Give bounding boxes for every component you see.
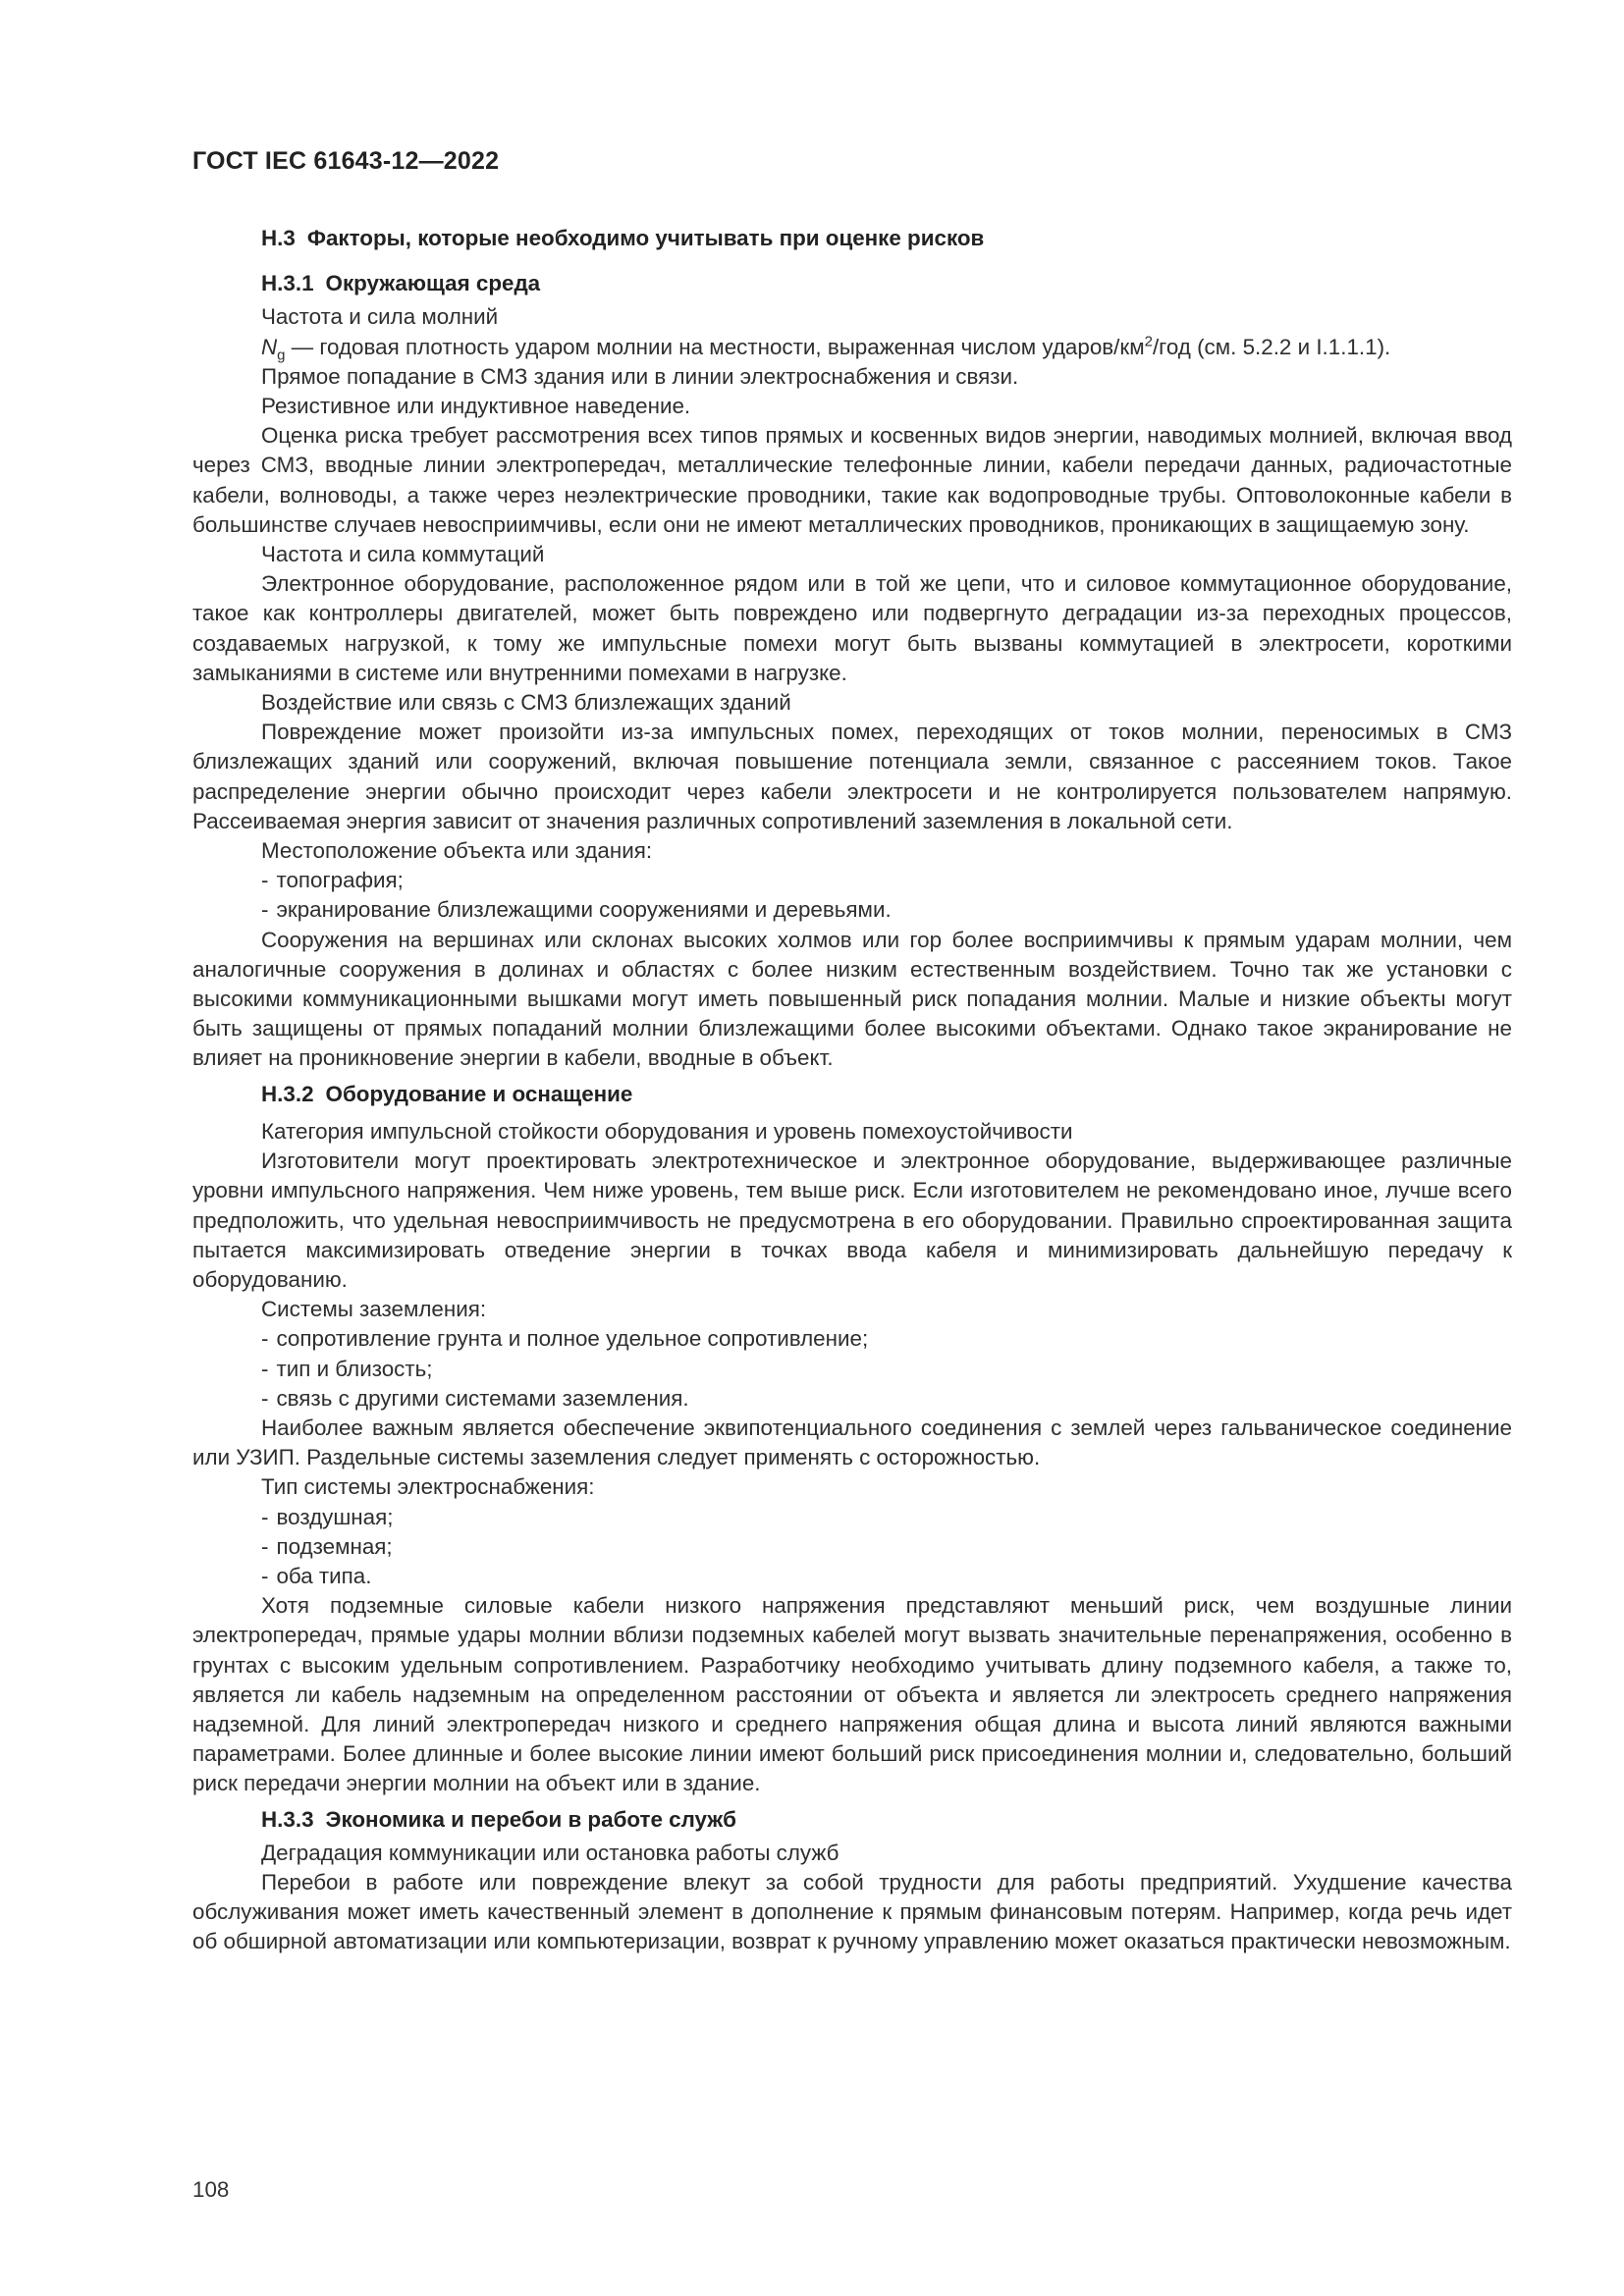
dash-bullet: - [261, 1326, 269, 1352]
dash-bullet: - [261, 1356, 269, 1381]
section-heading [192, 224, 1512, 253]
subsection-number: H.3.1 [261, 271, 314, 296]
subsection-heading-equipment [192, 1080, 1512, 1109]
label-service-degradation: Деградация коммуникации или остановка работы служб [261, 1840, 839, 1865]
paragraph-manufacturers: Изготовители могут проектировать электротехническое и электронное оборудование, выдерживающее различные уровни импульсного напряжения. Чем ниже уровень, тем выше риск. Если изготовителем не рекомендовано иное, лучше всего предположить, что удельная невосприимчивость не предусмотрена в его оборудовании. Правильно спроектированная защита пытается максимизировать отведение энергии в точках ввода кабеля и минимизировать дальнейшую передачу к оборудованию. [192, 1148, 1512, 1292]
line-resistive-coupling: Резистивное или индуктивное наведение. [261, 394, 691, 419]
line-direct-strike: Прямое попадание в СМЗ здания или в линии электроснабжения и связи. [261, 363, 1019, 389]
dash-bullet: - [261, 1533, 269, 1559]
subsection-title: Окружающая среда [325, 271, 541, 296]
subsection-title: Оборудование и оснащение [325, 1081, 633, 1106]
subsection-heading-environment [192, 269, 1512, 298]
label-switching-frequency: Частота и сила коммутаций [261, 542, 545, 567]
paragraph-underground-cables: Хотя подземные силовые кабели низкого напряжения представляют меньший риск, чем воздушные линии электропередач, прямые удары молнии вблизи подземных кабелей могут вызвать значительные перенапряжения, особенно в грунтах с высоким удельным сопротивлением. Разработчику необходимо учитывать длину подземного кабеля, а также то, является ли кабель надземным на определенном расстоянии от объекта и является ли электросеть среднего напряжения надземной. Для линий электропередач низкого и среднего напряжения общая длина и высота линий являются важными параметрами. Более длинные и более высокие линии имеют больший риск присоединения молнии и, следовательно, больший риск передачи энергии молнии на объект или в здание. [192, 1593, 1512, 1796]
ng-definition [192, 333, 1512, 362]
list-item [192, 895, 1512, 925]
document-body [192, 224, 1512, 1957]
list-item [192, 1324, 1512, 1354]
page-number: 108 [192, 2177, 230, 2202]
label-power-system-type: Тип системы электроснабжения: [261, 1474, 595, 1500]
subsection-number: H.3.2 [261, 1081, 314, 1106]
dash-bullet: - [261, 1385, 269, 1411]
list-item-text: оба типа. [276, 1563, 372, 1588]
section-number: H.3 [261, 226, 296, 250]
ng-superscript: 2 [1144, 333, 1153, 350]
subsection-title: Экономика и перебои в работе служб [325, 1806, 736, 1832]
label-lightning-frequency: Частота и сила молний [261, 304, 499, 330]
list-item-text: топография; [276, 868, 404, 893]
list-item-text: воздушная; [276, 1504, 394, 1529]
list-item-text: подземная; [276, 1533, 393, 1559]
paragraph-risk-assessment: Оценка риска требует рассмотрения всех типов прямых и косвенных видов энергии, наводимых молнией, включая ввод через СМЗ, вводные линии электропередач, металлические телефонные линии, кабели передачи данных, радиочастотные кабели, волноводы, а также через неэлектрические проводники, такие как водопроводные трубы. Оптоволоконные кабели в большинстве случаев невосприимчивы, если они не имеют металлических проводников, проникающих в защищаемую зону. [192, 423, 1512, 537]
dash-bullet: - [261, 868, 269, 893]
section-title: Факторы, которые необходимо учитывать при оценке рисков [306, 226, 985, 250]
list-item [192, 866, 1512, 895]
label-impulse-category: Категория импульсной стойкости оборудования и уровень помехоустойчивости [261, 1118, 1073, 1144]
paragraph-location: Сооружения на вершинах или склонах высоких холмов или гор более восприимчивы к прямым ударам молнии, чем аналогичные сооружения в долинах и областях с более низким естественным воздействием. Точно так же установки с высокими коммуникационными вышками могут иметь повышенный риск попадания молнии. Малые и низкие объекты могут быть защищены от прямых попаданий молнии близлежащими более высокими объектами. Однако такое экранирование не влияет на проникновение энергии в кабели, вводные в объект. [192, 927, 1512, 1071]
subsection-heading-economics [192, 1805, 1512, 1835]
dash-bullet: - [261, 1504, 269, 1529]
list-item [192, 1503, 1512, 1532]
paragraph-switching: Электронное оборудование, расположенное рядом или в той же цепи, что и силовое коммутационное оборудование, такое как контроллеры двигателей, может быть повреждено или подвергнуто деградации из-за переходных процессов, создаваемых нагрузкой, к тому же импульсные помехи могут быть вызваны коммутацией в электросети, короткими замыканиями в системе или внутренними помехами в нагрузке. [192, 571, 1512, 685]
list-item-text: связь с другими системами заземления. [276, 1385, 689, 1411]
list-item [192, 1562, 1512, 1591]
ng-text: — годовая плотность ударом молнии на местности, выраженная числом ударов/км [285, 334, 1145, 359]
subsection-number: H.3.3 [261, 1806, 314, 1832]
ng-tail: /год (см. 5.2.2 и I.1.1.1). [1152, 334, 1391, 359]
paragraph-bonding: Наиболее важным является обеспечение эквипотенциального соединения с землей через гальваническое соединение или УЗИП. Раздельные системы заземления следует применять с осторожностью. [192, 1415, 1512, 1470]
dash-bullet: - [261, 897, 269, 923]
dash-bullet: - [261, 1563, 269, 1588]
list-item [192, 1355, 1512, 1384]
ng-subscript: g [277, 347, 286, 364]
list-item [192, 1384, 1512, 1414]
paragraph-nearby-buildings: Повреждение может произойти из-за импульсных помех, переходящих от токов молнии, переносимых в СМЗ близлежащих зданий или сооружений, включая повышение потенциала земли, связанное с рассеянием токов. Такое распределение энергии обычно происходит через кабели электросети и не контролируется пользователем напрямую. Рассеиваемая энергия зависит от значения различных сопротивлений заземления в локальной сети. [192, 720, 1512, 833]
label-nearby-buildings: Воздействие или связь с СМЗ близлежащих зданий [261, 690, 791, 716]
label-location: Местоположение объекта или здания: [261, 838, 653, 864]
document-header-title: ГОСТ IEC 61643-12—2022 [192, 147, 500, 175]
label-grounding-systems: Системы заземления: [261, 1297, 487, 1322]
list-item-text: экранирование близлежащими сооружениями и деревьями. [276, 897, 892, 923]
list-item-text: сопротивление грунта и полное удельное сопротивление; [276, 1326, 869, 1352]
list-item [192, 1532, 1512, 1562]
paragraph-disruption: Перебои в работе или повреждение влекут за собой трудности для работы предприятий. Ухудшение качества обслуживания может иметь качественный элемент в дополнение к прямым финансовым потерям. Например, когда речь идет об обширной автоматизации или компьютеризации, возврат к ручному управлению может оказаться практически невозможным. [192, 1869, 1512, 1954]
ng-symbol: N [261, 334, 278, 359]
list-item-text: тип и близость; [276, 1356, 433, 1381]
